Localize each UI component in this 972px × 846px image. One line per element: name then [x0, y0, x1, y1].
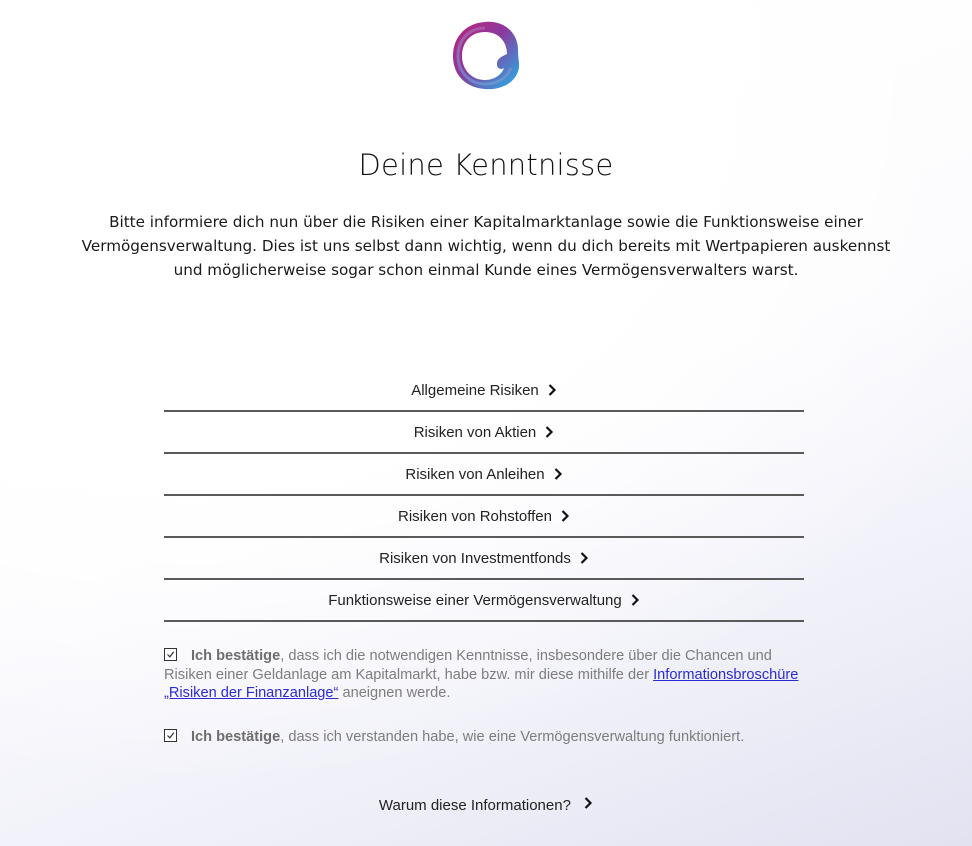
risk-info-menu: [164, 370, 804, 622]
menu-item-allgemeine-risiken[interactable]: [164, 370, 804, 412]
menu-item-label: Risiken von Rohstoffen: [398, 507, 552, 525]
brand-logo: [447, 16, 523, 92]
page-title: Deine Kenntnisse: [358, 148, 614, 182]
chevron-right-icon: [553, 467, 563, 481]
menu-item-label: Funktionsweise einer Vermögensverwaltung: [328, 591, 622, 609]
checkmark-icon: [166, 731, 175, 740]
menu-item-label: Risiken von Aktien: [413, 423, 537, 441]
brochure-link[interactable]: Informationsbroschüre „Risiken der Finanzanlage“: [164, 666, 799, 701]
confirmation-bold: Ich bestätige: [191, 728, 281, 745]
chevron-right-icon: [630, 593, 640, 607]
why-information-link[interactable]: [0, 796, 972, 814]
checkmark-icon: [166, 650, 175, 659]
knowledge-checkbox[interactable]: [164, 648, 177, 661]
intro-text: Bitte informiere dich nun über die Risiken einer Kapitalmarktanlage sowie die Funktionsweise einer Vermögensverwaltung. Dies ist uns selbst dann wichtig, wenn du dich bereits mit Wertpapieren auskennst und möglicherweise sogar schon einmal Kunde eines Vermögensverwalters warst.: [81, 213, 891, 279]
menu-item-funktionsweise-vermoegensverwaltung[interactable]: [164, 580, 804, 622]
confirmation-bold: Ich bestätige: [191, 648, 281, 664]
chevron-right-icon: [544, 425, 554, 439]
menu-item-risiken-anleihen[interactable]: [164, 454, 804, 496]
chevron-right-icon: [579, 551, 589, 565]
confirmation-text: , dass ich verstanden habe, wie eine Vermögensverwaltung funktioniert.: [280, 728, 745, 745]
why-information-label: Warum diese Informationen?: [378, 797, 571, 814]
chevron-right-icon: [583, 796, 593, 810]
menu-item-risiken-aktien[interactable]: [164, 412, 804, 454]
chevron-right-icon: [560, 509, 570, 523]
menu-item-label: Risiken von Anleihen: [405, 465, 545, 483]
menu-item-risiken-rohstoffe[interactable]: [164, 496, 804, 538]
confirmation-knowledge: [164, 647, 814, 703]
menu-item-risiken-investmentfonds[interactable]: [164, 538, 804, 580]
menu-item-label: Risiken von Investmentfonds: [379, 549, 571, 567]
menu-item-label: Allgemeine Risiken: [411, 381, 539, 399]
understanding-checkbox[interactable]: [164, 729, 177, 742]
chevron-right-icon: [547, 383, 557, 397]
confirmations: [164, 647, 814, 746]
confirmation-text: , dass ich die notwendigen Kenntnisse, insbesondere über die Chancen und Risiken einer Geldanlage am Kapitalmarkt, habe bzw. mir diese mithilfe der: [164, 648, 772, 683]
confirmation-understanding: [164, 728, 814, 747]
confirmation-text-end: aneignen werde.: [338, 685, 451, 701]
